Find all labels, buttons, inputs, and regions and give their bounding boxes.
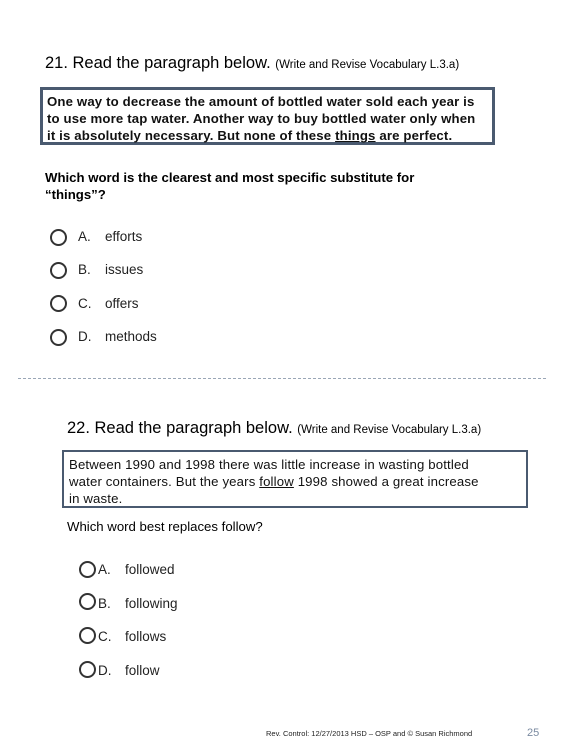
option-text: following: [125, 595, 178, 611]
question-22-standard: (Write and Revise Vocabulary L.3.a): [297, 424, 482, 436]
option-letter: D.: [78, 328, 92, 344]
radio-button[interactable]: [79, 627, 96, 644]
option-text: follows: [125, 628, 167, 644]
radio-button[interactable]: [79, 561, 96, 578]
paragraph-line: to use more tap water. Another way to buy bottled water only when: [47, 111, 476, 126]
option-label: [98, 557, 175, 581]
question-22-title-text: 22. Read the paragraph below.: [67, 419, 293, 437]
option-label: [98, 658, 160, 682]
question-21-title: [45, 54, 459, 73]
question-22-prompt: Which word best replaces follow?: [67, 519, 263, 534]
footer-rev-control: Rev. Control: 12/27/2013 HSD – OSP and © Susan Richmond: [266, 729, 473, 738]
paragraph-text: it is absolutely necessary. But none of these: [47, 128, 336, 143]
radio-button[interactable]: [50, 262, 67, 279]
paragraph-text: 1998 showed a great increase: [293, 474, 479, 489]
question-21-prompt: [45, 169, 414, 203]
option-letter: B.: [78, 261, 91, 277]
question-line: Which word is the clearest and most specific substitute for: [45, 170, 415, 185]
paragraph-line: [69, 473, 526, 490]
option-letter: C.: [98, 628, 112, 644]
paragraph-line: [47, 127, 492, 144]
option-label: [78, 291, 139, 315]
question-21-title-text: 21. Read the paragraph below.: [45, 54, 271, 72]
option-letter: C.: [78, 295, 92, 311]
page-number: 25: [527, 727, 540, 739]
paragraph-text: water containers. But the years: [69, 474, 260, 489]
option-text: efforts: [105, 228, 143, 244]
option-label: [78, 257, 143, 281]
option-text: follow: [125, 662, 160, 678]
option-letter: A.: [78, 228, 91, 244]
option-label: [78, 324, 157, 348]
option-letter: B.: [98, 595, 111, 611]
option-label: [98, 624, 166, 648]
paragraph-line: One way to decrease the amount of bottled water sold each year is: [47, 94, 475, 109]
question-22-paragraph-box: [62, 450, 528, 508]
radio-button[interactable]: [50, 329, 67, 346]
question-21-standard: (Write and Revise Vocabulary L.3.a): [275, 59, 460, 71]
radio-button[interactable]: [79, 593, 96, 610]
radio-button[interactable]: [50, 295, 67, 312]
question-line: “things”?: [45, 187, 106, 202]
radio-button[interactable]: [79, 661, 96, 678]
option-text: offers: [105, 295, 139, 311]
option-label: [98, 591, 178, 615]
underlined-word: follow: [259, 474, 294, 489]
paragraph-text: are perfect.: [375, 128, 453, 143]
paragraph-line: Between 1990 and 1998 there was little increase in wasting bottled: [69, 457, 469, 472]
underlined-word: things: [335, 128, 376, 143]
option-text: methods: [105, 328, 157, 344]
option-letter: D.: [98, 662, 112, 678]
option-letter: A.: [98, 561, 111, 577]
paragraph-line: in waste.: [69, 491, 123, 506]
option-text: followed: [125, 561, 175, 577]
option-text: issues: [105, 261, 144, 277]
question-22-title: [67, 419, 481, 438]
question-21-paragraph-box: [40, 87, 495, 145]
radio-button[interactable]: [50, 229, 67, 246]
option-label: [78, 224, 142, 248]
section-divider: [18, 378, 546, 379]
